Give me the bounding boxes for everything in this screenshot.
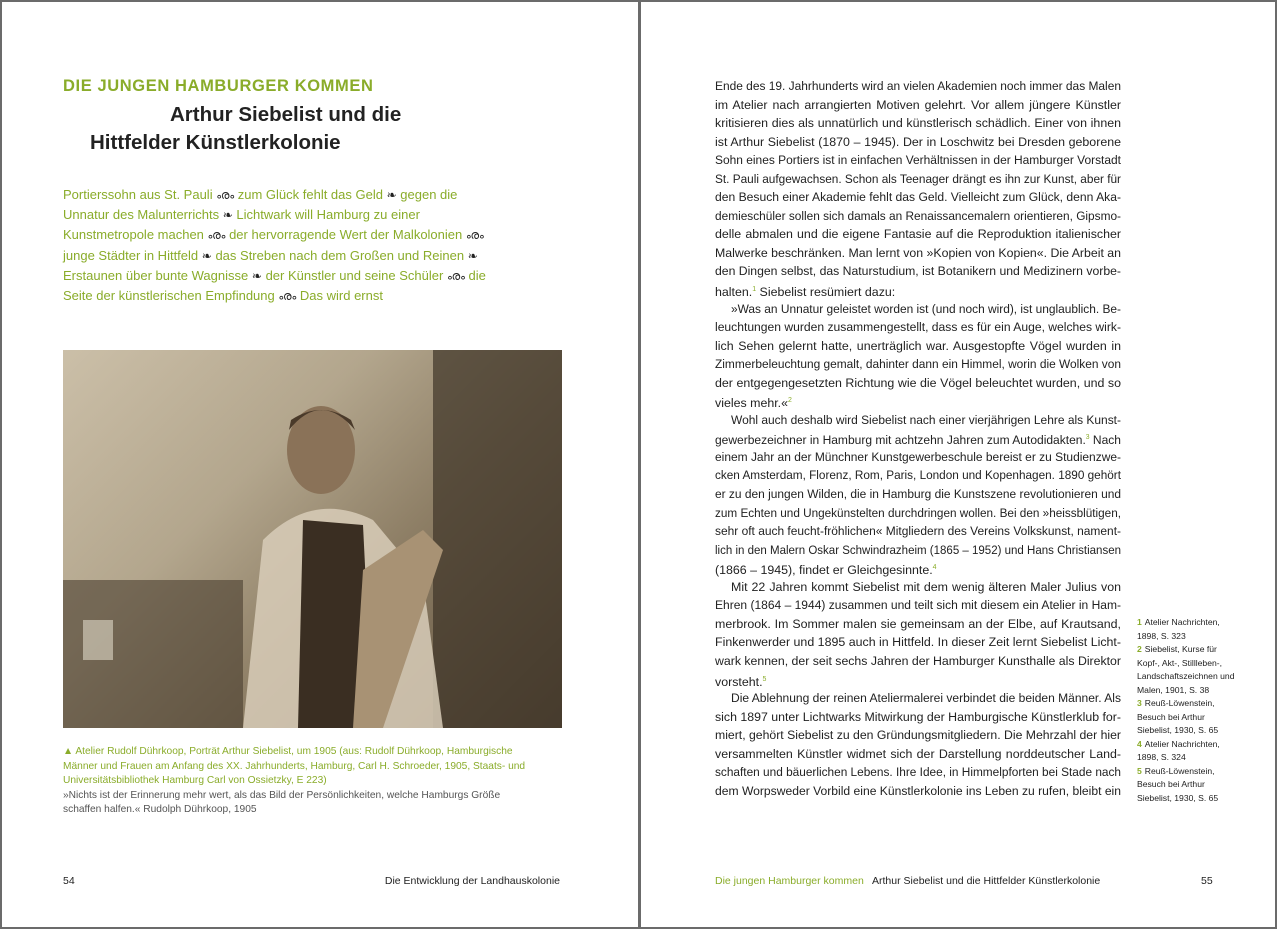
ornament-icon: ❧: [201, 248, 212, 263]
chapter-teaser: [63, 185, 503, 306]
body-line: [715, 337, 1121, 356]
teaser-phrase: Lichtwark will Hamburg zu einer Kunstmetropole machen: [63, 207, 420, 243]
body-line: [715, 708, 1121, 727]
body-line: [715, 281, 1121, 300]
line-text: lich in den Malern Oskar Schwindrazheim (1865 – 1952) und Hans Christiansen: [715, 542, 1121, 557]
line-content: [715, 596, 1121, 615]
running-head-left: Die Entwicklung der Landhauskolonie: [384, 875, 560, 887]
line-text: delle abmalen und die eigene Fantasie auf die Reproduktion italienischer: [715, 227, 1121, 242]
body-line: [715, 207, 1121, 226]
line-content: [715, 485, 1121, 504]
ornament-icon: ❧: [386, 188, 397, 202]
body-line: [715, 633, 1121, 652]
line-content: [731, 300, 1121, 319]
line-text: zum Echten und Ungekünstelten durchdringen wollen. Bei den »heissblütigen,: [715, 505, 1121, 520]
line-text: wark kennen, der seit sechs Jahren der Hamburger Kunsthalle als Direktor: [715, 653, 1121, 668]
teaser-phrase: Das wird ernst: [299, 288, 383, 304]
line-text: Nach: [1089, 433, 1121, 448]
body-line: [715, 392, 1121, 411]
line-content: [715, 708, 1121, 727]
teaser-phrase: die Seite der künstlerischen Empfindung: [63, 267, 486, 304]
line-text: Zimmerbeleuchtung gemalt, dahinter dann ein Himmel, worin die Wolken von: [715, 357, 1121, 372]
caption-text: Atelier Rudolf Dührkoop, Porträt Arthur Siebelist, um 1905 (aus: Rudolf Dührkoop, Hamburgische Männer und Frauen am Anfang des XX. Jahrhunderts, Hamburg, Carl H. Schroeder, 1905, Staats- und Universitätsbibliothek Hamburg Carl von Ossietzky, E 223): [63, 746, 526, 786]
body-line: [715, 355, 1121, 374]
body-line: [715, 485, 1121, 504]
line-text: kritisieren dies als unnatürlich und künstlerisch schädlich. Einer von ihnen: [715, 116, 1121, 131]
line-content: [715, 77, 1121, 96]
chapter-kicker: DIE JUNGEN HAMBURGER KOMMEN: [63, 77, 374, 95]
footnote-text: Atelier Nachrichten, 1898, S. 324: [1137, 738, 1220, 762]
line-text: vorsteht.: [715, 674, 763, 689]
footnote: [1137, 697, 1241, 738]
running-head-section: Die jungen Hamburger kommen: [715, 875, 864, 887]
line-text: demieschüler sollen sich damals an Renaissancemalern orientieren, Gipsmo-: [715, 208, 1121, 223]
body-line: [715, 188, 1121, 207]
line-content: [715, 448, 1121, 467]
line-text: lich Sehen gelernt hatte, unerträglich war. Ausgestopfte Vögel wurden in: [715, 338, 1121, 353]
body-line: [715, 578, 1121, 597]
running-head-right: [715, 875, 1100, 887]
footnote-text: Siebelist, Kurse für Kopf-, Akt-, Stillleben-, Landschaftszeichnen und Malen, 1901, S. 38: [1137, 644, 1235, 695]
line-content: [715, 763, 1121, 782]
body-line: [715, 466, 1121, 485]
ornament-icon: ൟ: [216, 188, 235, 202]
page-number-left: 54: [63, 875, 75, 887]
teaser-phrase: der Künstler und seine Schüler: [265, 267, 444, 283]
line-text: St. Pauli aufgewachsen. Schon als Teenager drängt es ihn zur Kunst, aber für: [715, 171, 1121, 186]
body-line: [715, 559, 1121, 578]
line-content: [715, 745, 1121, 764]
line-content: [715, 170, 1121, 189]
line-content: [731, 578, 1121, 597]
footnote-ref: 1: [752, 286, 757, 294]
body-line: [715, 318, 1121, 337]
body-line: [715, 170, 1121, 189]
line-text: er zu den jungen Wilden, die in Hamburg die Kunstszene revolutionieren und: [715, 487, 1121, 502]
right-page: [641, 2, 1275, 927]
line-content: [715, 337, 1121, 356]
footnote-number: 3: [1137, 698, 1142, 708]
line-content: [715, 504, 1121, 523]
body-line: [715, 726, 1121, 745]
line-content: [715, 782, 1121, 801]
footnote-text: Reuß-Löwenstein, Besuch bei Arthur Siebelist, 1930, S. 65: [1137, 765, 1219, 803]
title-line-1: Arthur Siebelist und die: [170, 103, 402, 126]
body-line: [715, 689, 1121, 708]
footnote-number: 2: [1137, 644, 1142, 654]
footnote-text: Reuß-Löwenstein, Besuch bei Arthur Siebelist, 1930, S. 65: [1137, 698, 1219, 735]
line-content: [715, 188, 1121, 207]
line-content: [715, 262, 1121, 281]
footnote-number: 4: [1137, 738, 1142, 749]
footnote-number: 5: [1137, 765, 1142, 776]
body-line: [715, 374, 1121, 393]
body-line: [715, 522, 1121, 541]
line-content: [715, 374, 1121, 393]
line-text: Die Ablehnung der reinen Ateliermalerei verbindet die beiden Männer. Als: [731, 691, 1121, 706]
line-text: dem Worpsweder Vorbild eine Künstlerkolonie ins Leben zu rufen, bleibt ein: [715, 783, 1121, 798]
teaser-phrase: Portierssohn aus St. Pauli: [63, 187, 213, 202]
line-content: [715, 541, 1121, 560]
line-text: Siebelist resümiert dazu:: [756, 285, 896, 300]
body-line: [715, 448, 1121, 467]
body-line: [715, 615, 1121, 634]
line-text: Malwerke beschränken. Man lernt von »Kopien von Kopien«. Die Arbeit an: [715, 245, 1121, 260]
footnote: [1137, 765, 1241, 806]
line-content: [715, 133, 1121, 152]
line-content: [715, 726, 1121, 745]
line-text: Sohn eines Portiers ist in einfachen Verhältnissen in der Hamburger Vorstadt: [715, 153, 1121, 168]
chapter-title: [90, 101, 401, 157]
line-content: [715, 652, 1121, 671]
line-content: [715, 207, 1121, 226]
caption-marker-icon: ▲: [63, 746, 74, 757]
left-page: [2, 2, 638, 927]
footnote-ref: 5: [762, 675, 767, 683]
line-content: [715, 633, 1121, 652]
body-line: [715, 429, 1121, 448]
footnote-ref: 4: [932, 564, 937, 572]
ornament-icon: ❧: [251, 268, 262, 283]
body-line: [715, 763, 1121, 782]
line-text: im Atelier nach arrangierten Motiven gelehrt. Vor allem jüngere Künstler: [715, 97, 1121, 112]
body-line: [715, 96, 1121, 115]
line-text: vieles mehr.«: [715, 396, 789, 411]
line-text: den Besuch einer Akademie fehlt das Geld. Vielleicht zum Glück, denn Aka-: [715, 190, 1121, 205]
photo-illustration: [63, 350, 562, 728]
body-line: [715, 504, 1121, 523]
line-text: leuchtungen wurden zusammengestellt, dass es für ein Auge, welches wirk-: [715, 320, 1121, 335]
line-text: sehr oft auch feucht-fröhlichen« Mitgliedern des Vereins Volkskunst, nament-: [715, 524, 1121, 539]
line-text: Mit 22 Jahren kommt Siebelist mit dem wenig älteren Maler Julius von: [731, 579, 1121, 594]
line-content: [715, 522, 1121, 541]
line-text: gewerbezeichner in Hamburg mit achtzehn Jahren zum Autodidakten.: [715, 433, 1086, 448]
line-text: Ehren (1864 – 1944) zusammen und teilt sich mit diesem ein Atelier in Ham-: [715, 598, 1121, 613]
teaser-phrase: gegen die Unnatur des Malunterrichts: [63, 187, 458, 223]
ornament-icon: ൟ: [278, 289, 297, 304]
line-text: Wohl auch deshalb wird Siebelist nach einer vierjährigen Lehre als Kunst-: [731, 412, 1121, 427]
body-line: [715, 244, 1121, 263]
body-line: [715, 225, 1121, 244]
teaser-phrase: junge Städter in Hittfeld: [63, 247, 199, 263]
line-text: sich 1897 unter Lichtwarks Mitwirkung der Hamburgische Künstlerklub for-: [715, 709, 1121, 724]
body-line: [715, 782, 1121, 801]
footnotes: [1137, 616, 1241, 805]
ornament-icon: ൟ: [446, 268, 465, 283]
body-line: [715, 77, 1121, 96]
line-text: ist Arthur Siebelist (1870 – 1945). Der in Loschwitz bei Dresden geborene: [715, 134, 1121, 149]
line-content: [715, 466, 1121, 485]
line-text: (1866 – 1945), findet er Gleichgesinnte.: [715, 563, 933, 578]
line-content: [715, 318, 1121, 337]
body-line: [715, 300, 1121, 319]
line-content: [715, 151, 1121, 170]
running-head-title: Arthur Siebelist und die Hittfelder Künstlerkolonie: [872, 875, 1101, 887]
line-text: der entgegengesetzten Richtung wie die Vögel beleuchtet wurden, und so: [715, 375, 1121, 390]
body-line: [715, 133, 1121, 152]
line-content: [715, 244, 1121, 263]
body-line: [715, 262, 1121, 281]
line-content: [731, 689, 1121, 708]
photo-caption: [63, 745, 533, 818]
page-number-right: 55: [1201, 875, 1213, 887]
line-content: [715, 615, 1121, 634]
footnote-number: 1: [1137, 617, 1142, 627]
line-text: miert, gehört Siebelist zu den Gründungsmitgliedern. Die Mehrzahl der hier: [715, 728, 1121, 743]
caption-quote: »Nichts ist der Erinnerung mehr wert, als das Bild der Persönlichkeiten, welche Hamburgs Größe schaffen halfen.«: [63, 789, 501, 815]
line-text: Finkenwerder und 1895 auch in Hittfeld. In dieser Zeit lernt Siebelist Licht-: [715, 635, 1121, 650]
line-text: merbrook. Im Sommer malen sie gemeinsam an der Elbe, auf Krautsand,: [715, 616, 1121, 631]
line-text: den Dingen selbst, das Naturstudium, ist Botanikern und Medizinern vorbe-: [715, 264, 1121, 279]
title-line-2: Hittfelder Künstlerkolonie: [90, 131, 341, 154]
line-text: cken Amsterdam, Florenz, Rom, Paris, London und Kopenhagen. 1890 gehört: [715, 468, 1121, 483]
ornament-icon: ൟ: [465, 228, 484, 243]
teaser-phrase: der hervorragende Wert der Malkolonien: [229, 227, 463, 243]
line-text: einem Jahr an der Münchner Kunstgewerbeschule bereist er zu Studienzwe-: [715, 449, 1121, 464]
line-text: Ende des 19. Jahrhunderts wird an vielen Akademien noch immer das Malen: [715, 79, 1121, 93]
body-line: [715, 541, 1121, 560]
line-content: [715, 225, 1121, 244]
ornament-icon: ൟ: [207, 228, 226, 243]
line-content: [715, 355, 1121, 374]
teaser-phrase: Erstaunen über bunte Wagnisse: [63, 267, 249, 283]
teaser-phrase: das Streben nach dem Großen und Reinen: [215, 247, 465, 263]
body-line: [715, 151, 1121, 170]
teaser-phrase: zum Glück fehlt das Geld: [237, 187, 383, 202]
footnote: [1137, 738, 1241, 765]
line-content: [715, 96, 1121, 115]
line-content: [715, 114, 1121, 133]
line-text: »Was an Unnatur geleistet worden ist (und noch wird), ist unglaublich. Be-: [731, 301, 1121, 316]
line-content: [731, 411, 1121, 430]
body-text: [715, 77, 1121, 800]
ornament-icon: ❧: [467, 248, 478, 263]
footnote-ref: 2: [788, 397, 792, 405]
line-text: halten.: [715, 285, 753, 300]
body-line: [715, 745, 1121, 764]
footnote-ref: 3: [1085, 434, 1090, 442]
line-text: schaften und bäuerlichen Lebens. Ihre Idee, in Himmelpforten bei Stade nach: [715, 765, 1121, 780]
body-line: [715, 652, 1121, 671]
line-text: versammelten Künstler widmet sich der Darstellung norddeutscher Land-: [715, 746, 1121, 761]
footnote-text: Atelier Nachrichten, 1898, S. 323: [1137, 617, 1220, 641]
body-line: [715, 671, 1121, 690]
footnote: [1137, 643, 1241, 697]
portrait-photo-arthur-siebelist: [63, 350, 562, 728]
body-line: [715, 411, 1121, 430]
body-line: [715, 114, 1121, 133]
body-line: [715, 596, 1121, 615]
caption-quote-author: Rudolph Dührkoop, 1905: [143, 804, 257, 815]
footnote: [1137, 616, 1241, 643]
ornament-icon: ❧: [222, 208, 233, 223]
